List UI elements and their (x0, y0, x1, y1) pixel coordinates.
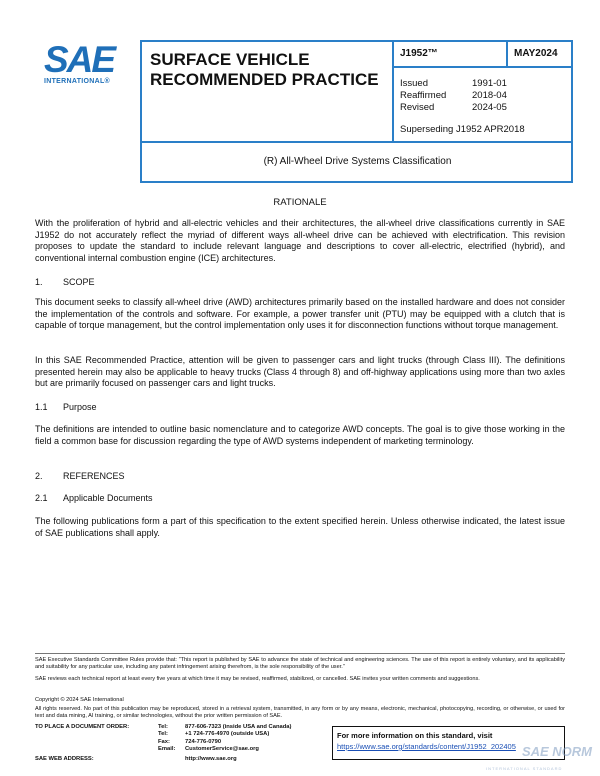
applicable-documents-paragraph: The following publications form a part of this specification to the extent specified herein. Unless otherwise indicated, the latest issue of SAE publications shall apply. (35, 516, 565, 538)
fax: 724-776-0790 (185, 738, 222, 745)
section-1-1-heading: 1.1 Purpose (35, 402, 97, 412)
scope-paragraph-1: This document seeks to classify all-wheel drive (AWD) architectures primarily based on the installed hardware and does not consider the implementation of the controls and software. For example, a power transfer unit (PTU) may be equipped with a clutch that is capable of torque management, but the control implementation only uses it for disconnection functions without torque management. (35, 297, 565, 330)
document-number: J1952™ (400, 48, 438, 59)
history-row: Revised 2024-05 (400, 102, 507, 113)
document-type-line-1: SURFACE VEHICLE (150, 50, 310, 69)
revision-history (400, 78, 507, 114)
scope-paragraph-2: In this SAE Recommended Practice, attention will be given to passenger cars and light trucks (through Class III). The definitions presented herein may also be applicable to heavy trucks (Class 4 through 8) and off-highway applications using more than two axles but are primarily focused on passenger cars and light trucks. (35, 355, 565, 388)
footer-rights: All rights reserved. No part of this publication may be reproduced, stored in a retrieval system, transmitted, in any form or by any means, electronic, mechanical, photocopying, recording, or otherwise, or used for text and data mining, AI training, or similar technologies, without the prior written permission of SAE. (35, 706, 565, 719)
phone-intl: +1 724-776-4970 (outside USA) (185, 731, 270, 738)
logo-brand: SAE (44, 39, 115, 80)
rationale-heading: RATIONALE (273, 197, 327, 208)
phone-us: 877-606-7323 (inside USA and Canada) (185, 724, 292, 730)
rationale-paragraph: With the proliferation of hybrid and all-electric vehicles and their architectures, the all-wheel drive classifications currently in SAE J1952 do not accurately reflect the myriad of different ways all-wheel drive can be achieved with electrification. This revision proposes to update the standard to include relevant language and descriptions to cover all-electric, electrified (hybrid), and conventional internal combustion engine (ICE) architectures. (35, 218, 565, 263)
web-link[interactable]: http://www.sae.org (185, 756, 237, 762)
footer-review: SAE reviews each technical report at least every five years at which time it may be revised, reaffirmed, stabilized, or cancelled. SAE invites your written comments and suggestions. (35, 676, 480, 682)
history-row: Reaffirmed 2018-04 (400, 90, 507, 101)
footer-rules: SAE Executive Standards Committee Rules provide that: “This report is published by SAE to advance the state of technical and engineering sciences. The use of this report is entirely voluntary, and its applicability and suitability for any particular use, including any patent infringement arising therefrom, is the sole responsibility of the user.” (35, 657, 565, 670)
section-1-heading: 1. SCOPE (35, 277, 95, 287)
email-link[interactable]: CustomerService@sae.org (185, 746, 259, 753)
document-date: MAY2024 (514, 48, 558, 59)
section-2-heading: 2. REFERENCES (35, 471, 125, 481)
watermark-subtitle: INTERNATIONAL STANDARD (486, 766, 563, 771)
footer-copyright: Copyright © 2024 SAE International (35, 697, 124, 703)
footer-divider (35, 653, 565, 654)
document-type (150, 50, 390, 90)
more-info-title: For more information on this standard, visit (337, 731, 493, 740)
purpose-paragraph: The definitions are intended to outline basic nomenclature and to categorize AWD concepts. The goal is to give those working in the field a common base for discussion regarding the type of AWD systems independent of marketing terminology. (35, 424, 565, 446)
superseding-note: Superseding J1952 APR2018 (400, 124, 525, 135)
logo-subtitle: INTERNATIONAL® (44, 78, 111, 85)
watermark: SAE NORM (521, 744, 592, 759)
order-label: TO PLACE A DOCUMENT ORDER: (35, 724, 130, 730)
document-header (140, 40, 573, 183)
web-label: SAE WEB ADDRESS: (35, 756, 94, 762)
history-row: Issued 1991-01 (400, 78, 507, 89)
sae-logo (40, 40, 122, 88)
document-title: (R) All-Wheel Drive Systems Classification (263, 156, 452, 167)
standard-url-link[interactable]: https://www.sae.org/standards/content/J1952_202405 (337, 742, 516, 751)
document-type-line-2: RECOMMENDED PRACTICE (150, 70, 379, 89)
section-2-1-heading: 2.1 Applicable Documents (35, 493, 153, 503)
